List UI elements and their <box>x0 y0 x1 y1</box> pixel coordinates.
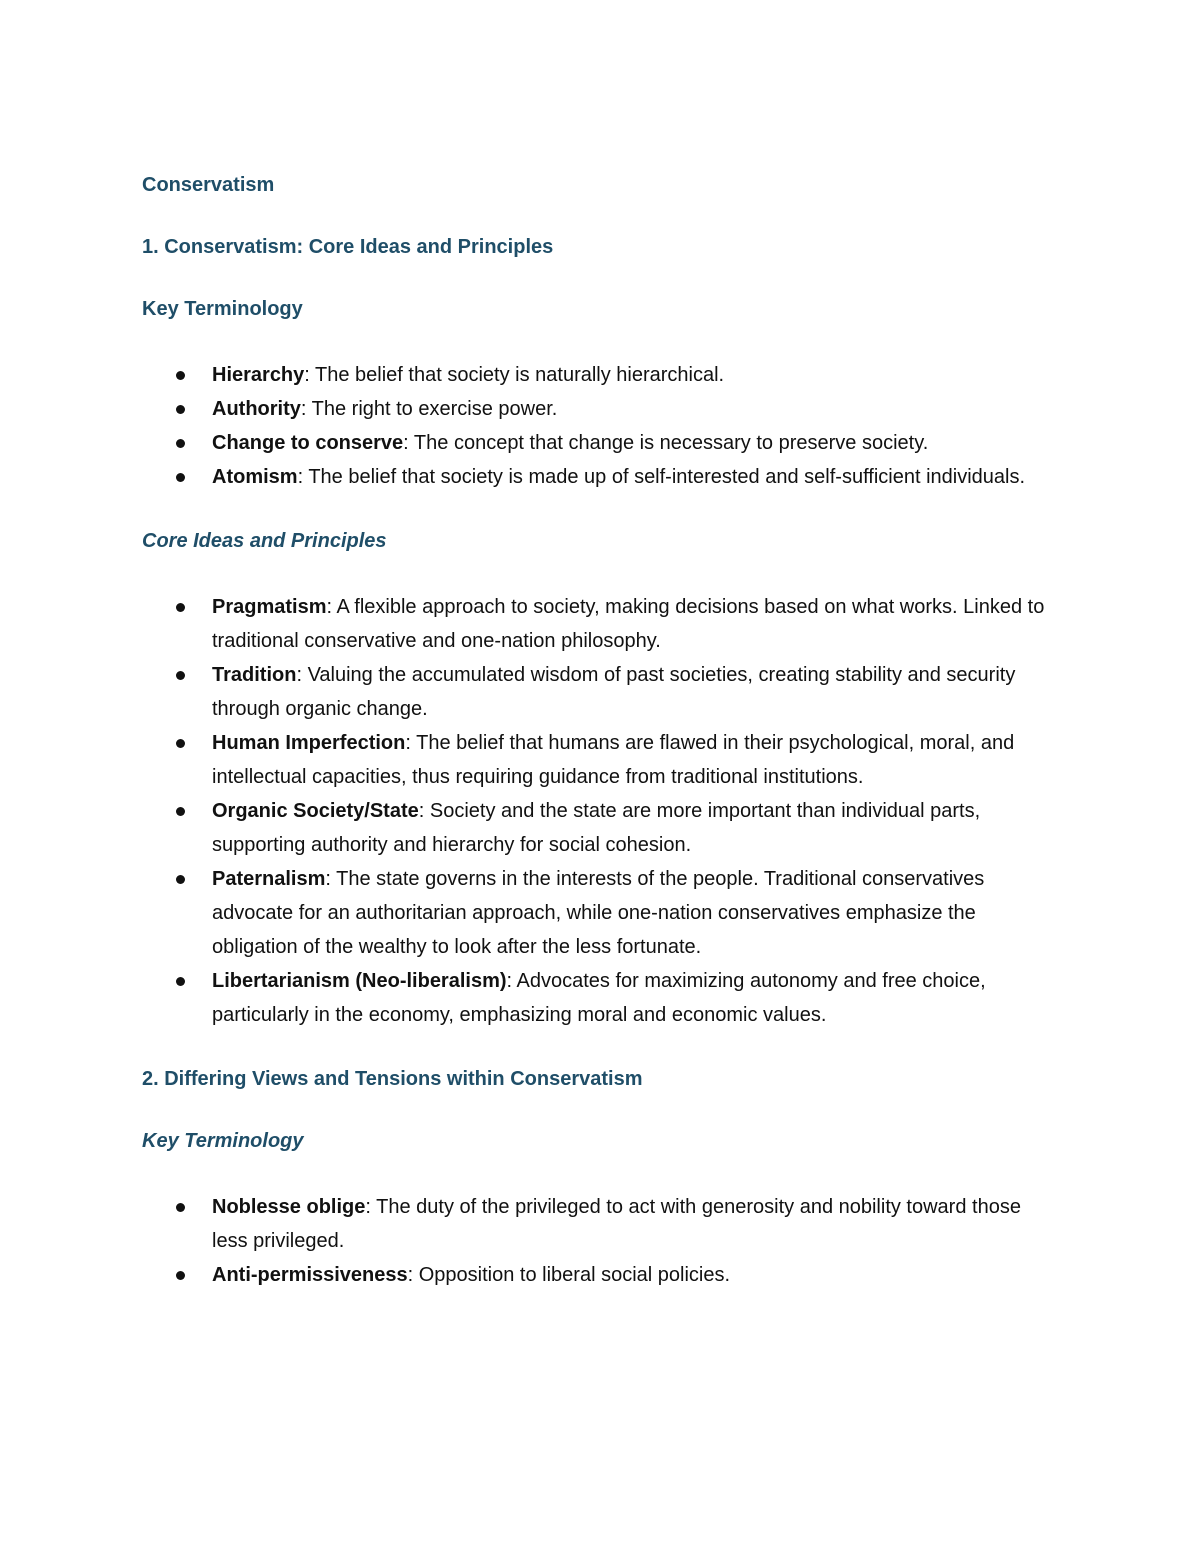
list-item <box>142 726 1062 794</box>
bullet-icon <box>176 977 185 986</box>
section-1-heading: 1. Conservatism: Core Ideas and Principles <box>142 236 554 258</box>
key-terminology-list <box>142 358 1062 494</box>
term-definition: : Opposition to liberal social policies. <box>407 1264 731 1286</box>
term: Anti-permissiveness <box>212 1264 408 1286</box>
term-definition: : Society and the state are more important than individual parts, supporting authority and hierarchy for social cohesion. <box>212 800 981 856</box>
list-item <box>142 794 1062 862</box>
list-item <box>142 1258 1062 1292</box>
section-2-subheading-key-terminology: Key Terminology <box>142 1130 304 1152</box>
term: Atomism <box>212 466 298 488</box>
term: Libertarianism (Neo-liberalism) <box>212 970 507 992</box>
bullet-icon <box>176 603 185 612</box>
term: Pragmatism <box>212 596 327 618</box>
document-title: Conservatism <box>142 174 275 196</box>
bullet-icon <box>176 371 185 380</box>
term-definition: : The duty of the privileged to act with generosity and nobility toward those less privileged. <box>212 1196 1021 1252</box>
core-ideas-list <box>142 590 1062 1032</box>
term: Human Imperfection <box>212 732 406 754</box>
list-item <box>142 426 1062 460</box>
term: Paternalism <box>212 868 326 890</box>
document-page <box>142 170 1062 1324</box>
section-1-subheading-key-terminology: Key Terminology <box>142 298 303 320</box>
bullet-icon <box>176 1203 185 1212</box>
bullet-icon <box>176 1271 185 1280</box>
term-definition: : The belief that humans are flawed in their psychological, moral, and intellectual capacities, thus requiring guidance from traditional institutions. <box>212 732 1015 788</box>
bullet-icon <box>176 807 185 816</box>
bullet-icon <box>176 739 185 748</box>
term: Hierarchy <box>212 364 305 386</box>
term-definition: : The belief that society is made up of self-interested and self-sufficient individuals. <box>297 466 1026 488</box>
list-item <box>142 590 1062 658</box>
term-definition: : The state governs in the interests of the people. Traditional conservatives advocate for an authoritarian approach, while one-nation conservatives emphasize the obligation of the wealthy to look after the less fortunate. <box>212 868 985 958</box>
bullet-icon <box>176 439 185 448</box>
section-2-terminology-list <box>142 1190 1062 1292</box>
term-definition: : Advocates for maximizing autonomy and free choice, particularly in the economy, emphasizing moral and economic values. <box>212 970 986 1026</box>
term: Noblesse oblige <box>212 1196 366 1218</box>
bullet-icon <box>176 473 185 482</box>
list-item <box>142 358 1062 392</box>
term-definition: : A flexible approach to society, making decisions based on what works. Linked to traditional conservative and one-nation philosophy. <box>212 596 1045 652</box>
list-item <box>142 862 1062 964</box>
list-item <box>142 460 1062 494</box>
list-item <box>142 964 1062 1032</box>
list-item <box>142 658 1062 726</box>
term-definition: : Valuing the accumulated wisdom of past societies, creating stability and security through organic change. <box>212 664 1016 720</box>
term: Authority <box>212 398 301 420</box>
list-item <box>142 1190 1062 1258</box>
list-item <box>142 392 1062 426</box>
term: Organic Society/State <box>212 800 419 822</box>
term-definition: : The concept that change is necessary to preserve society. <box>403 432 929 454</box>
bullet-icon <box>176 405 185 414</box>
section-2-heading: 2. Differing Views and Tensions within Conservatism <box>142 1068 643 1090</box>
bullet-icon <box>176 671 185 680</box>
section-1-subheading-core-ideas: Core Ideas and Principles <box>142 530 387 552</box>
term: Tradition <box>212 664 297 686</box>
term: Change to conserve <box>212 432 404 454</box>
term-definition: : The right to exercise power. <box>300 398 558 420</box>
term-definition: : The belief that society is naturally hierarchical. <box>304 364 725 386</box>
bullet-icon <box>176 875 185 884</box>
